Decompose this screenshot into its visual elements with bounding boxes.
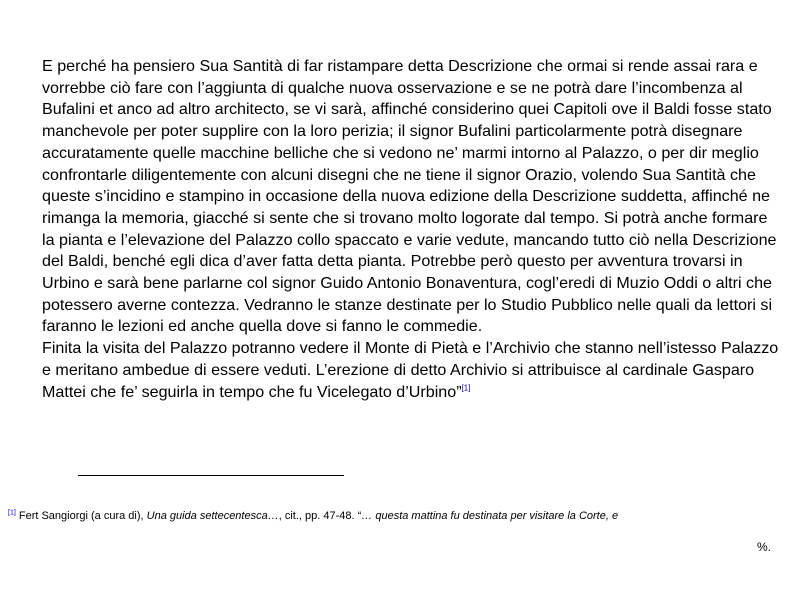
- paragraph-2-text: Finita la visita del Palazzo potranno vedere il Monte di Pietà e l’Archivio che stanno nell’istesso Palazzo e meritano ambedue di essere veduti. L’erezione di detto Archivio si attribuisce al cardinale Gasparo Mattei che fe’ seguirla in tempo che fu Vicelegato d’Urbino”: [42, 339, 779, 401]
- paragraph-archivio: [42, 338, 782, 403]
- main-text: [42, 56, 782, 403]
- footnote-quote: … questa mattina fu destinata per visitare la Corte, e: [361, 510, 619, 522]
- footnote-text-middle: , cit., pp. 47-48. “: [278, 510, 362, 522]
- paragraph-1-text: E perché ha pensiero Sua Santità di far ristampare detta Descrizione che ormai si rende assai rara e vorrebbe ciò fare con l’aggiunta di qualche nuova osservazione e se ne potrà dare l’incombenza al Bufalini et anco ad altro architecto, se vi sarà, affinché considerino quei Capitoli ove il Baldi fosse stato manchevole per poter supplire con la loro perizia; il signor Bufalini particolarmente potrà disegnare accuratamente quelle macchine belliche che si vedono ne’ marmi intorno al Palazzo, o per dir meglio confrontarle diligentemente con alcuni disegni che ne tiene il signor Orazio, volendo Sua Santità che queste s’incidino e stampino in occasione della nuova edizione della Descrizione suddetta, affinché ne rimanga la memoria, giacché si sente che si trovano molto logorate dal tempo. Si potrà anche formare la pianta e l’elevazione del Palazzo collo spaccato e varie vedute, mancando tutto ciò nella Descrizione del Baldi, benché egli dica d’aver fatta detta pianta. Potrebbe però questo per avventura trovarsi in Urbino e sarà bene parlarne col signor Guido Antonio Bonaventura, cogl’eredi di Muzio Oddi o altri che potessero averne contezza. Vedranno le stanze destinate per lo Studio Pubblico nelle quali da lettori si faranno le lezioni ed anche quella dove si fanno le commedie.: [42, 57, 777, 336]
- paragraph-palazzo-description: [42, 56, 782, 338]
- footnote-separator: [78, 475, 344, 476]
- footnote-marker-link[interactable]: [1]: [8, 509, 16, 517]
- footnote-text-before: Fert Sangiorgi (a cura di),: [15, 510, 147, 522]
- footnote-title: Una guida settecentesca…: [146, 510, 279, 522]
- footnote: [8, 509, 788, 523]
- page-end-mark: %.: [757, 540, 772, 554]
- footnote-reference-link[interactable]: [1]: [461, 383, 471, 393]
